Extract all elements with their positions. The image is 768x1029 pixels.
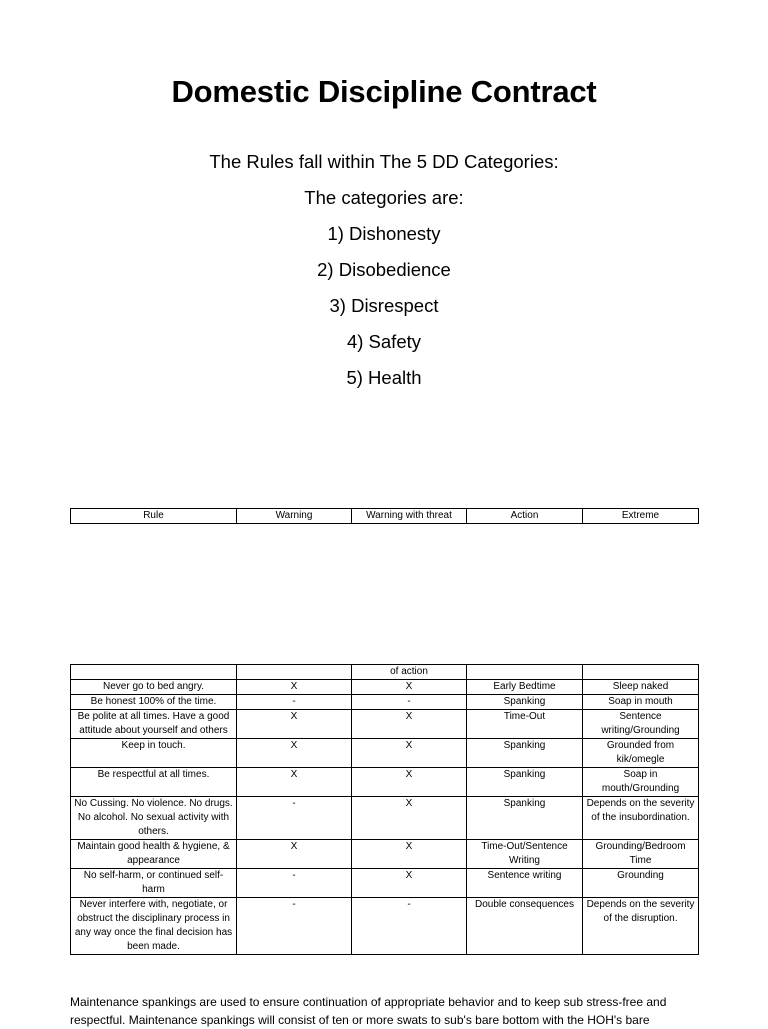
table-row (71, 869, 699, 898)
extreme-cell: Grounded from kik/omegle (583, 739, 699, 768)
warning-threat-cell: X (352, 797, 467, 840)
table-header-row (71, 509, 699, 524)
warning-threat-cell: X (352, 739, 467, 768)
rule-cell: Never interfere with, negotiate, or obstruct the disciplinary process in any way once the final decision has been made. (71, 898, 237, 955)
warning-threat-cell: X (352, 680, 467, 695)
category-item: 5) Health (346, 367, 422, 388)
rules-table (70, 664, 699, 955)
column-header: Warning with threat (352, 509, 467, 524)
rule-cell: Be honest 100% of the time. (71, 695, 237, 710)
category-item: 1) Dishonesty (327, 223, 441, 244)
table-row (71, 739, 699, 768)
warning-threat-cell: X (352, 768, 467, 797)
table-row (71, 695, 699, 710)
warning-cell: - (237, 695, 352, 710)
rule-cell: Never go to bed angry. (71, 680, 237, 695)
warning-threat-cell: X (352, 840, 467, 869)
extreme-cell (583, 665, 699, 680)
action-cell: Early Bedtime (467, 680, 583, 695)
column-header: Action (467, 509, 583, 524)
rule-cell: No Cussing. No violence. No drugs. No alcohol. No sexual activity with others. (71, 797, 237, 840)
warning-threat-cell: - (352, 898, 467, 955)
warning-threat-cell: X (352, 869, 467, 898)
column-header: Warning (237, 509, 352, 524)
rules-header-table (70, 508, 699, 524)
extreme-cell: Grounding/Bedroom Time (583, 840, 699, 869)
warning-cell: X (237, 680, 352, 695)
document-title: Domestic Discipline Contract (171, 74, 597, 109)
extreme-cell: Sentence writing/Grounding (583, 710, 699, 739)
intro-line: The Rules fall within The 5 DD Categories: (209, 151, 559, 172)
warning-cell: - (237, 898, 352, 955)
table-row (71, 840, 699, 869)
rule-cell: Maintain good health & hygiene, & appearance (71, 840, 237, 869)
extreme-cell: Soap in mouth (583, 695, 699, 710)
warning-threat-cell: of action (352, 665, 467, 680)
rule-cell (71, 665, 237, 680)
table-row (71, 680, 699, 695)
action-cell: Sentence writing (467, 869, 583, 898)
extreme-cell: Depends on the severity of the disruption. (583, 898, 699, 955)
warning-threat-cell: - (352, 695, 467, 710)
extreme-cell: Sleep naked (583, 680, 699, 695)
table-row (71, 768, 699, 797)
table-row (71, 797, 699, 840)
action-cell: Spanking (467, 739, 583, 768)
warning-cell: X (237, 739, 352, 768)
action-cell: Spanking (467, 797, 583, 840)
category-item: 2) Disobedience (317, 259, 451, 280)
warning-cell (237, 665, 352, 680)
action-cell: Time-Out (467, 710, 583, 739)
maintenance-paragraph: Maintenance spankings are used to ensure continuation of appropriate behavior and to keep sub stress-free and respectful. Maintenance spankings will consist of ten or more swats to sub's bare bottom with the HOH's bare (70, 995, 667, 1027)
warning-cell: X (237, 710, 352, 739)
rule-cell: No self-harm, or continued self-harm (71, 869, 237, 898)
warning-cell: - (237, 869, 352, 898)
extreme-cell: Soap in mouth/Grounding (583, 768, 699, 797)
extreme-cell: Depends on the severity of the insubordination. (583, 797, 699, 840)
continuation-row (71, 665, 699, 680)
extreme-cell: Grounding (583, 869, 699, 898)
warning-cell: X (237, 768, 352, 797)
table-row (71, 898, 699, 955)
table-row (71, 710, 699, 739)
rule-cell: Be polite at all times. Have a good attitude about yourself and others (71, 710, 237, 739)
intro-line: The categories are: (304, 187, 464, 208)
category-item: 3) Disrespect (329, 295, 439, 316)
action-cell: Time-Out/Sentence Writing (467, 840, 583, 869)
action-cell (467, 665, 583, 680)
category-item: 4) Safety (346, 331, 422, 352)
rule-cell: Keep in touch. (71, 739, 237, 768)
column-header: Rule (71, 509, 237, 524)
action-cell: Spanking (467, 695, 583, 710)
categories-intro (0, 150, 768, 402)
warning-cell: - (237, 797, 352, 840)
column-header: Extreme (583, 509, 699, 524)
rule-cell: Be respectful at all times. (71, 768, 237, 797)
warning-cell: X (237, 840, 352, 869)
warning-threat-cell: X (352, 710, 467, 739)
action-cell: Double consequences (467, 898, 583, 955)
action-cell: Spanking (467, 768, 583, 797)
